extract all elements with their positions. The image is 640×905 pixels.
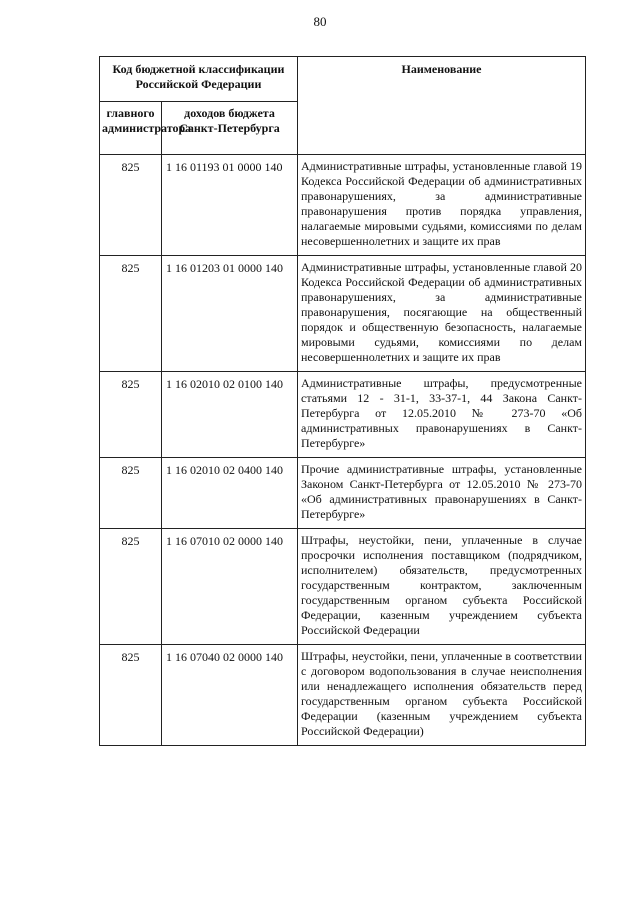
description-cell: Штрафы, неустойки, пени, уплаченные в соответствии с договором водопользования в случае неисполнения или ненадлежащего исполнения обязательств перед государственным органом субъекта Российской Федерации (казенным учреждением субъекта Российской Федерации) <box>298 645 586 746</box>
header-admin: главного администратора <box>100 102 162 155</box>
description-cell: Административные штрафы, установленные главой 20 Кодекса Российской Федерации об административных правонарушениях, за административные правонарушения, посягающие на общественный порядок и общественную безопасность, налагаемые мировыми судьями, комиссиями по делам несовершеннолетних и защите их прав <box>298 256 586 372</box>
admin-code-cell: 825 <box>100 372 162 458</box>
admin-code-cell: 825 <box>100 155 162 256</box>
description-cell: Прочие административные штрафы, установленные Законом Санкт-Петербурга от 12.05.2010 № 273-70 «Об административных правонарушениях в Санкт-Петербурге» <box>298 458 586 529</box>
admin-code-cell: 825 <box>100 458 162 529</box>
income-code-cell: 1 16 01193 01 0000 140 <box>162 155 298 256</box>
admin-code-cell: 825 <box>100 529 162 645</box>
budget-classification-table <box>99 56 586 746</box>
income-code-cell: 1 16 02010 02 0400 140 <box>162 458 298 529</box>
income-code-cell: 1 16 02010 02 0100 140 <box>162 372 298 458</box>
table-header-row <box>100 57 586 102</box>
table-row <box>100 529 586 645</box>
header-income: доходов бюджета Санкт-Петербурга <box>162 102 298 155</box>
header-code-group: Код бюджетной классификации Российской Федерации <box>100 57 298 102</box>
description-cell: Административные штрафы, предусмотренные статьями 12 - 31-1, 33-37-1, 44 Закона Санкт-Петербурга от 12.05.2010 № 273-70 «Об административных правонарушениях в Санкт-Петербурге» <box>298 372 586 458</box>
table-row <box>100 256 586 372</box>
table-row <box>100 155 586 256</box>
header-name: Наименование <box>298 57 586 155</box>
table-row <box>100 458 586 529</box>
income-code-cell: 1 16 07040 02 0000 140 <box>162 645 298 746</box>
table-row <box>100 372 586 458</box>
admin-code-cell: 825 <box>100 645 162 746</box>
table-row <box>100 645 586 746</box>
description-cell: Штрафы, неустойки, пени, уплаченные в случае просрочки исполнения поставщиком (подрядчиком, исполнителем) обязательств, предусмотренных государственным контрактом, заключенным государственным органом субъекта Российской Федерации, казенным учреждением субъекта Российской Федерации <box>298 529 586 645</box>
page-number: 80 <box>313 14 327 29</box>
admin-code-cell: 825 <box>100 256 162 372</box>
income-code-cell: 1 16 01203 01 0000 140 <box>162 256 298 372</box>
description-cell: Административные штрафы, установленные главой 19 Кодекса Российской Федерации об административных правонарушениях, за административные правонарушения против порядка управления, налагаемые мировыми судьями, комиссиями по делам несовершеннолетних и защите их прав <box>298 155 586 256</box>
income-code-cell: 1 16 07010 02 0000 140 <box>162 529 298 645</box>
